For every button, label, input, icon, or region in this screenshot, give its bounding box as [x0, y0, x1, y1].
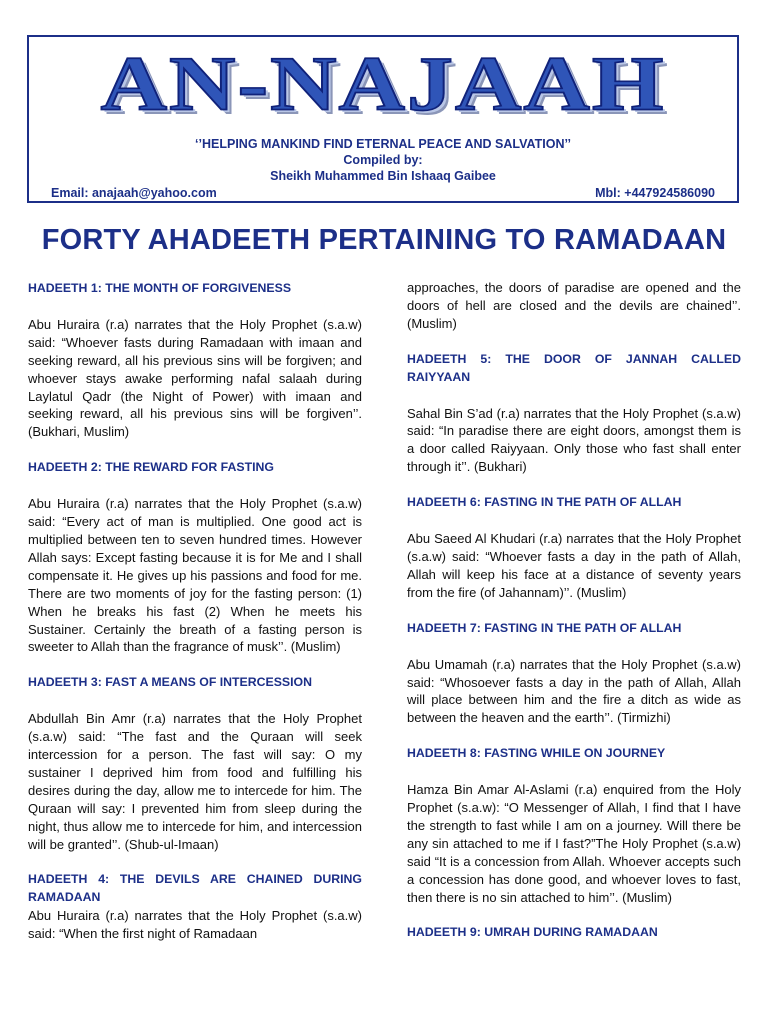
contact-row: [51, 186, 715, 200]
hadeeth-3-text: Abdullah Bin Amr (r.a) narrates that the Holy Prophet (s.a.w) said: “The fast and the Quraan will seek intercession for a person. The fast will say: O my sustainer I deprived him from food and fulfilling his desires during the day, allow me to intercede for him. The Quraan will say: I prevented him from sleep during the night, thus allow me to intercede for him, and intercession will be granted’’. (Shub-ul-Imaan): [28, 711, 362, 852]
email-text: Email: anajaah@yahoo.com: [51, 186, 217, 200]
hadeeth-4-text-end: approaches, the doors of paradise are opened and the doors of hell are closed and the devils are chained’’. (Muslim): [407, 280, 741, 331]
tagline: ‘’HELPING MANKIND FIND ETERNAL PEACE AND SALVATION’’: [195, 137, 571, 151]
masthead-logo: AN-NAJAAH: [100, 40, 666, 127]
hadeeth-2-text: Abu Huraira (r.a) narrates that the Holy Prophet (s.a.w) said: “Every act of man is multiplied. One good act is multiplied between ten to seven hundred times. However Allah says: Except fasting because it is for Me and I shall compensate it. He gives up his passions and food for me. There are two moments of joy for the fasting person: (1) When he breaks his fast (2) When he meets his Sustainer. Certainly the breath of a fasting person is sweeter to Allah than the fragrance of musk’’. (Muslim): [28, 496, 362, 655]
hadeeth-8-text: Hamza Bin Amar Al-Aslami (r.a) enquired from the Holy Prophet (s.a.w): “O Messenger of Allah, I find that I have the strength to fast while I am on a journey. Will there be any sin attached to me if I fast?”The Holy Prophet (s.a.w) said “It is a concession from Allah. Whoever accepts such a concession has done good, and whoever loves to fast, then there is no sin attached to him’’. (Muslim): [407, 782, 741, 905]
right-column: [407, 279, 741, 960]
left-column: [28, 280, 362, 943]
masthead-box: [27, 35, 739, 203]
hadeeth-5-heading: HADEETH 5: THE DOOR OF JANNAH CALLED RAIYYAAN: [407, 351, 741, 384]
hadeeth-7-text: Abu Umamah (r.a) narrates that the Holy Prophet (s.a.w) said: “Whosoever fasts a day in the path of Allah, Allah will place between him and the fire a ditch as wide as between the heaven and the earth’’. (Tirmizhi): [407, 656, 741, 726]
hadeeth-1-heading: HADEETH 1: THE MONTH OF FORGIVENESS: [28, 281, 292, 295]
hadeeth-6-heading: HADEETH 6: FASTING IN THE PATH OF ALLAH: [407, 495, 682, 510]
document-title: FORTY AHADEETH PERTAINING TO RAMADAAN: [41, 224, 727, 256]
hadeeth-4-heading: HADEETH 4: THE DEVILS ARE CHAINED DURING RAMADAAN: [28, 872, 362, 905]
hadeeth-2-heading: HADEETH 2: THE REWARD FOR FASTING: [28, 460, 274, 475]
hadeeth-8-heading: HADEETH 8: FASTING WHILE ON JOURNEY: [407, 746, 666, 761]
hadeeth-1-text: Abu Huraira (r.a) narrates that the Holy Prophet (s.a.w) said: “Whoever fasts during Ramadaan with imaan and seeking reward, all his previous sins will be forgiven; and whoever stays awake performing nafal salaah during Laylatul Qadr (the Night of Power) with imaan and seeking reward, all his previous sins will be forgiven’’. (Bukhari, Muslim): [28, 316, 362, 440]
hadeeth-3-heading: HADEETH 3: FAST A MEANS OF INTERCESSION: [28, 675, 312, 690]
hadeeth-6-text: Abu Saeed Al Khudari (r.a) narrates that the Holy Prophet (s.a.w) said: “Whoever fasts a day in the path of Allah, Allah will keep his face at a distance of seventy years from the fire (of Jahannam)’’. (Muslim): [407, 531, 741, 600]
hadeeth-5-text: Sahal Bin S’ad (r.a) narrates that the Holy Prophet (s.a.w) said: “In paradise there are eight doors, amongst them is a door called Raiyyaan. Only those who fast shall enter through it’’. (Bukhari): [407, 405, 741, 475]
author-name: Sheikh Muhammed Bin Ishaaq Gaibee: [270, 169, 496, 183]
hadeeth-9-heading: HADEETH 9: UMRAH DURING RAMADAAN: [407, 925, 658, 940]
hadeeth-4-text-start: Abu Huraira (r.a) narrates that the Holy Prophet (s.a.w) said: “When the first night of Ramadaan: [28, 908, 362, 942]
mobile-text: Mbl: +447924586090: [595, 186, 715, 200]
hadeeth-7-heading: HADEETH 7: FASTING IN THE PATH OF ALLAH: [407, 620, 682, 635]
compiled-by-label: Compiled by:: [343, 153, 423, 167]
